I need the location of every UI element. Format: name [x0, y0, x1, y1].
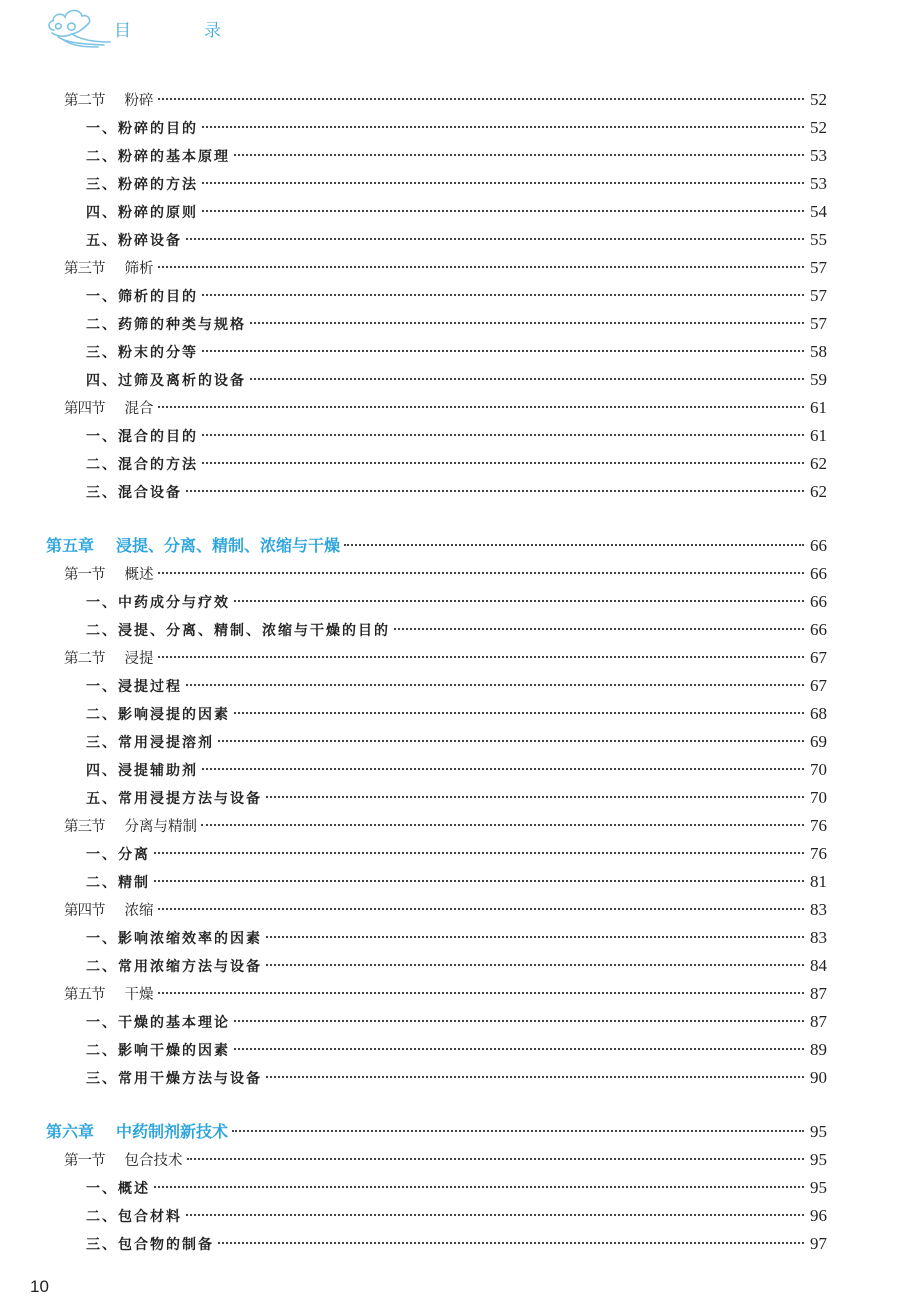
toc-item-entry[interactable] [86, 1174, 838, 1201]
toc-section-entry[interactable] [64, 812, 838, 839]
item-title: 一、分离 [86, 847, 150, 863]
section-title: 粉碎 [124, 93, 154, 109]
item-title: 四、浸提辅助剂 [86, 763, 198, 779]
section-title: 包合技术 [124, 1153, 183, 1169]
item-title: 三、粉碎的方法 [86, 177, 198, 193]
toc-page-number: 57 [810, 314, 827, 333]
toc-page-number: 66 [810, 592, 827, 611]
toc-page-number: 84 [810, 956, 827, 975]
toc-page-number: 70 [810, 788, 827, 807]
toc-item-entry[interactable] [86, 784, 838, 811]
toc-entry-label [86, 730, 214, 757]
dot-leader [202, 294, 804, 296]
toc-page-number: 87 [810, 1012, 827, 1031]
section-number: 第三节 [64, 819, 105, 835]
toc-section-entry[interactable] [64, 980, 838, 1007]
section-title: 干燥 [124, 987, 154, 1003]
section-number: 第一节 [64, 567, 105, 583]
toc-chapter-entry[interactable] [46, 1118, 838, 1145]
dot-leader [158, 908, 805, 910]
dot-leader [266, 936, 804, 938]
item-title: 二、浸提、分离、精制、浓缩与干燥的目的 [86, 623, 390, 639]
toc-item-entry[interactable] [86, 478, 838, 505]
toc-entry-label [86, 590, 230, 617]
dot-leader [344, 544, 804, 546]
toc-entry-label [86, 480, 182, 507]
dot-leader [186, 490, 804, 492]
toc-section-entry[interactable] [64, 560, 838, 587]
item-title: 一、中药成分与疗效 [86, 595, 230, 611]
toc-entry-label [64, 562, 154, 589]
toc-page-number: 62 [810, 482, 827, 501]
chapter-number: 第五章 [46, 536, 95, 555]
toc-page-number: 59 [810, 370, 827, 389]
toc-entry-label [86, 618, 390, 645]
toc-entry-label [86, 116, 198, 143]
toc-page-number: 87 [810, 984, 827, 1003]
dot-leader [218, 1242, 804, 1244]
toc-entry-label [86, 758, 198, 785]
toc-entry-label [86, 340, 198, 367]
dot-leader [158, 98, 805, 100]
toc-entry-label [86, 1010, 230, 1037]
toc-entry-label [86, 1204, 182, 1231]
toc-entry-label [86, 926, 262, 953]
toc-section-entry[interactable] [64, 644, 838, 671]
section-title: 混合 [124, 401, 154, 417]
toc-chapter-entry[interactable] [46, 532, 838, 559]
item-title: 二、精制 [86, 875, 150, 891]
toc-item-entry[interactable] [86, 672, 838, 699]
page-header [44, 4, 344, 48]
toc-page-number: 83 [810, 900, 827, 919]
toc-page-number: 52 [810, 118, 827, 137]
section-title: 概述 [124, 567, 154, 583]
toc-page-number: 96 [810, 1206, 827, 1225]
dot-leader [154, 880, 804, 882]
toc-entry-label [64, 898, 154, 925]
item-title: 一、筛析的目的 [86, 289, 198, 305]
toc-entry-label [86, 1176, 150, 1203]
dot-leader [202, 462, 804, 464]
dot-leader [250, 322, 804, 324]
toc-item-entry[interactable] [86, 142, 838, 169]
toc-entry-label [86, 1038, 230, 1065]
item-title: 一、概述 [86, 1181, 150, 1197]
dot-leader [234, 712, 804, 714]
toc-entry-label [86, 452, 198, 479]
toc-page-number: 53 [810, 146, 827, 165]
dot-leader [154, 852, 804, 854]
toc-entry-label [64, 982, 154, 1009]
item-title: 三、混合设备 [86, 485, 182, 501]
toc-item-entry[interactable] [86, 338, 838, 365]
toc-entry-label [86, 870, 150, 897]
toc-item-entry[interactable] [86, 114, 838, 141]
item-title: 三、粉末的分等 [86, 345, 198, 361]
toc-page-number: 89 [810, 1040, 827, 1059]
section-number: 第四节 [64, 903, 105, 919]
section-title: 分离与精制 [124, 819, 197, 835]
toc-page-number: 76 [810, 816, 827, 835]
dot-leader [158, 656, 805, 658]
toc-page-number: 53 [810, 174, 827, 193]
toc-page-number: 90 [810, 1068, 827, 1087]
item-title: 五、粉碎设备 [86, 233, 182, 249]
toc-item-entry[interactable] [86, 728, 838, 755]
dot-leader [234, 154, 804, 156]
toc-entry-label [64, 256, 154, 283]
dot-leader [266, 796, 804, 798]
dot-leader [202, 434, 804, 436]
section-title: 浓缩 [124, 903, 154, 919]
toc-item-entry[interactable] [86, 170, 838, 197]
toc-section-entry[interactable] [64, 86, 838, 113]
toc-item-entry[interactable] [86, 1202, 838, 1229]
dot-leader [202, 210, 804, 212]
dot-leader [250, 378, 804, 380]
toc-entry-label [86, 1066, 262, 1093]
toc-entry-label [46, 1118, 228, 1145]
dot-leader [394, 628, 804, 630]
toc-section-entry[interactable] [64, 896, 838, 923]
toc-page-number: 76 [810, 844, 827, 863]
dot-leader [234, 600, 804, 602]
item-title: 二、常用浓缩方法与设备 [86, 959, 262, 975]
toc-page-number: 83 [810, 928, 827, 947]
item-title: 二、影响浸提的因素 [86, 707, 230, 723]
dot-leader [218, 740, 804, 742]
toc-item-entry[interactable] [86, 700, 838, 727]
toc-entry-label [46, 532, 340, 559]
toc-entry-label [86, 786, 262, 813]
toc-entry-label [86, 144, 230, 171]
dot-leader [186, 238, 804, 240]
toc-page-number: 57 [810, 286, 827, 305]
toc-entry-label [86, 954, 262, 981]
toc-page-number: 54 [810, 202, 827, 221]
toc-item-entry[interactable] [86, 756, 838, 783]
item-title: 五、常用浸提方法与设备 [86, 791, 262, 807]
toc-page-number: 70 [810, 760, 827, 779]
dot-leader [154, 1186, 804, 1188]
toc-entry-label [64, 646, 154, 673]
toc-item-entry[interactable] [86, 422, 838, 449]
section-number: 第三节 [64, 261, 105, 277]
item-title: 一、影响浓缩效率的因素 [86, 931, 262, 947]
toc-page-number: 81 [810, 872, 827, 891]
toc-item-entry[interactable] [86, 924, 838, 951]
section-title: 筛析 [124, 261, 154, 277]
toc-item-entry[interactable] [86, 1230, 838, 1257]
toc-item-entry[interactable] [86, 1064, 838, 1091]
dot-leader [158, 572, 805, 574]
toc-item-entry[interactable] [86, 198, 838, 225]
item-title: 一、浸提过程 [86, 679, 182, 695]
item-title: 三、常用干燥方法与设备 [86, 1071, 262, 1087]
toc-entry-label [86, 674, 182, 701]
toc-page-number: 68 [810, 704, 827, 723]
toc-page-number: 52 [810, 90, 827, 109]
dot-leader [158, 992, 805, 994]
toc-page-number: 95 [810, 1178, 827, 1197]
item-title: 三、包合物的制备 [86, 1237, 214, 1253]
section-number: 第五节 [64, 987, 105, 1003]
toc-page-number: 69 [810, 732, 827, 751]
dot-leader [158, 266, 805, 268]
item-title: 一、干燥的基本理论 [86, 1015, 230, 1031]
toc-item-entry[interactable] [86, 226, 838, 253]
item-title: 二、混合的方法 [86, 457, 198, 473]
chapter-title: 中药制剂新技术 [116, 1122, 229, 1141]
chapter-title: 浸提、分离、精制、浓缩与干燥 [116, 536, 341, 555]
toc-page-number: 67 [810, 676, 827, 695]
toc-item-entry[interactable] [86, 840, 838, 867]
toc-page-number: 58 [810, 342, 827, 361]
dot-leader [234, 1020, 804, 1022]
toc-item-entry[interactable] [86, 450, 838, 477]
dot-leader [187, 1158, 805, 1160]
toc-entry-label [86, 368, 246, 395]
item-title: 二、影响干燥的因素 [86, 1043, 230, 1059]
toc-item-entry[interactable] [86, 366, 838, 393]
toc-page-number: 97 [810, 1234, 827, 1253]
dot-leader [234, 1048, 804, 1050]
toc-item-entry[interactable] [86, 1036, 838, 1063]
section-number: 第二节 [64, 651, 105, 667]
toc-entry-label [86, 312, 246, 339]
toc-section-entry[interactable] [64, 1146, 838, 1173]
toc-entry-label [86, 228, 182, 255]
toc-entry-label [64, 1148, 183, 1175]
auspicious-cloud-icon [44, 4, 112, 48]
section-number: 第二节 [64, 93, 105, 109]
toc-page-number: 55 [810, 230, 827, 249]
item-title: 一、混合的目的 [86, 429, 198, 445]
toc-section-entry[interactable] [64, 394, 838, 421]
chapter-number: 第六章 [46, 1122, 95, 1141]
toc-entry-label [64, 396, 154, 423]
item-title: 四、过筛及离析的设备 [86, 373, 246, 389]
toc-heading: 目 录 [114, 21, 249, 41]
dot-leader [201, 824, 804, 826]
toc-item-entry[interactable] [86, 310, 838, 337]
toc-item-entry[interactable] [86, 282, 838, 309]
dot-leader [202, 768, 804, 770]
toc-page-number: 95 [810, 1150, 827, 1169]
toc-entry-label [86, 200, 198, 227]
toc-entry-label [64, 814, 197, 841]
dot-leader [186, 684, 804, 686]
toc-page-number: 66 [810, 536, 827, 555]
toc-page-number: 61 [810, 398, 827, 417]
section-number: 第四节 [64, 401, 105, 417]
toc-item-entry[interactable] [86, 1008, 838, 1035]
dot-leader [158, 406, 805, 408]
dot-leader [232, 1130, 804, 1132]
toc-item-entry[interactable] [86, 952, 838, 979]
dot-leader [202, 126, 804, 128]
item-title: 二、包合材料 [86, 1209, 182, 1225]
page-number: 10 [30, 1277, 49, 1296]
item-title: 二、粉碎的基本原理 [86, 149, 230, 165]
toc-page-number: 57 [810, 258, 827, 277]
toc-entry-label [86, 284, 198, 311]
toc-item-entry[interactable] [86, 868, 838, 895]
section-title: 浸提 [124, 651, 154, 667]
dot-leader [266, 964, 804, 966]
toc-entry-label [86, 842, 150, 869]
toc-page-number: 67 [810, 648, 827, 667]
toc-entry-label [64, 88, 154, 115]
item-title: 三、常用浸提溶剂 [86, 735, 214, 751]
item-title: 二、药筛的种类与规格 [86, 317, 246, 333]
dot-leader [202, 350, 804, 352]
toc-page-number: 66 [810, 620, 827, 639]
toc-page-number: 66 [810, 564, 827, 583]
toc-item-entry[interactable] [86, 616, 838, 643]
toc-entry-label [86, 172, 198, 199]
toc-page-number: 61 [810, 426, 827, 445]
toc-entry-label [86, 424, 198, 451]
dot-leader [202, 182, 804, 184]
toc-entry-label [86, 1232, 214, 1259]
dot-leader [266, 1076, 804, 1078]
toc-entry-label [86, 702, 230, 729]
dot-leader [186, 1214, 804, 1216]
item-title: 一、粉碎的目的 [86, 121, 198, 137]
toc-page-number: 62 [810, 454, 827, 473]
item-title: 四、粉碎的原则 [86, 205, 198, 221]
toc-item-entry[interactable] [86, 588, 838, 615]
section-number: 第一节 [64, 1153, 105, 1169]
toc-section-entry[interactable] [64, 254, 838, 281]
toc-page-number: 95 [810, 1122, 827, 1141]
